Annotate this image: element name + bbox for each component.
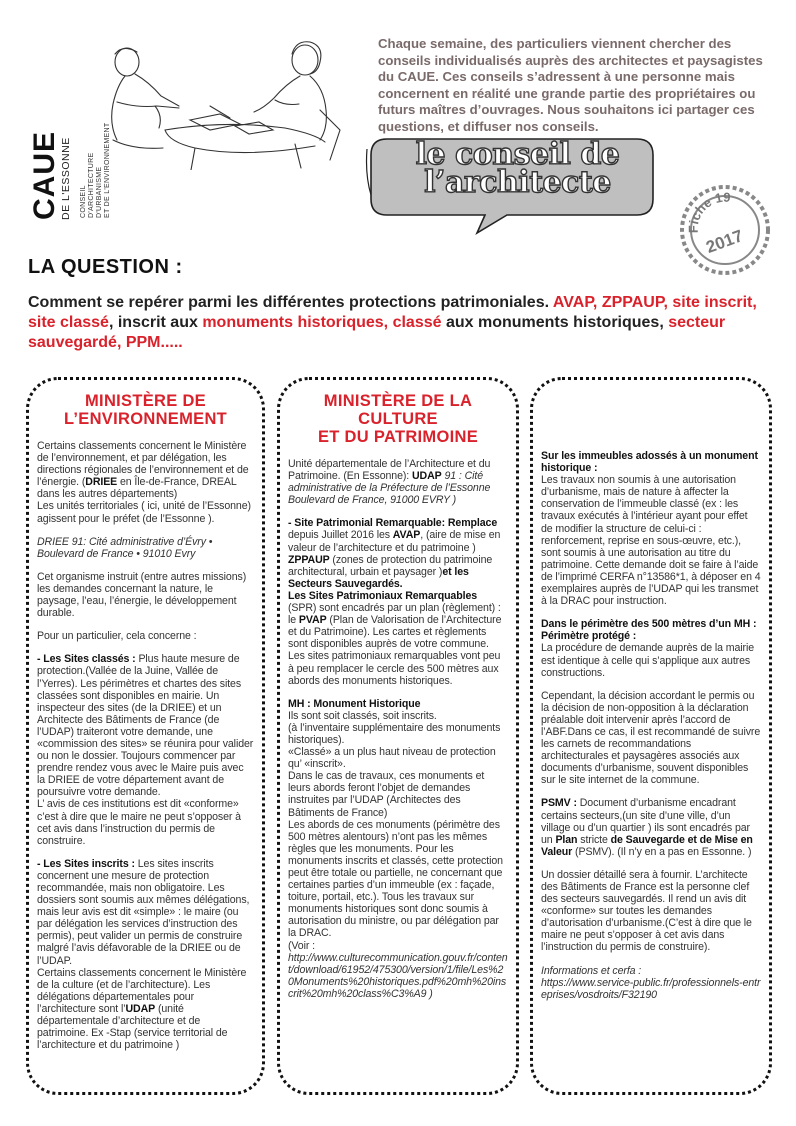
column-title: MINISTÈRE DE L’ENVIRONNEMENT: [63, 392, 228, 428]
info-link[interactable]: https://www.service-public.fr/professionnels-entreprises/vosdroits/F32190: [541, 976, 761, 1001]
paragraph: PSMV : Document d’urbanisme encadrant certains secteurs,(un site d’une ville, d’un village ou d’un quartier ) ils sont encadrés par un Plan stricte de Sauvegarde et de Mise en Valeur (PSMV). (Il n’y en a pas en Essonne. ): [541, 797, 753, 858]
svg-text:Fiche 19: Fiche 19: [685, 189, 731, 234]
column-title: MINISTÈRE DE LA CULTURE ET DU PATRIMOINE: [317, 392, 479, 446]
header: [0, 0, 796, 257]
paragraph: Sur les immeubles adossés à un monument historique : Les travaux non soumis à une autorisation d’urbanisme, mais de nature à affecter la conservation de l’immeuble classé (ex : les travaux exécutés à l’intérieur ayant pour effet de modifier la structure de celui-ci : renforcement, reprise en sous-œuvre, etc.), sont soumis à une autorisation au titre du patrimoine. Cette demande doit se faire à l’aide de l’imprimé CERFA n°13586*1, à déposer en 4 exemplaires auprès de l’UDAP qui les transmet à la DRAC pour instruction.: [541, 450, 761, 608]
paragraph: Unité départementale de l’Architecture et du Patrimoine. (En Essonne): UDAP 91 : Cité administrative de la Préfecture de l’Essonne Boulevard de France, 91000 EVRY ): [288, 458, 491, 507]
caue-word: CAUE: [28, 130, 61, 220]
paragraph: Dans le périmètre des 500 mètres d’un MH : Périmètre protégé : La procédure de demande auprès de la mairie est identique à celle qui s’applique aux autres constructions.: [541, 618, 757, 679]
column-environnement: [26, 377, 265, 1095]
paragraph: Informations et cerfa : https://www.service-public.fr/professionnels-entreprises/vosdroits/F32190: [541, 964, 761, 1001]
paragraph: MH : Monument Historique Ils sont soit classés, soit inscrits. (à l’inventaire supplémentaire des monuments historiques). «Classé» a un plus haut niveau de protection qu’ «inscrit». Dans le cas de travaux, ces monuments et leurs abords feront l’objet de demandes instruites par l’UDAP (Architectes des Bâtiments de France) Les abords de ces monuments (périmètre des 500 mètres alentours) n’ont pas les mêmes règles que les monuments. Pour les monuments inscrits et classés, cette protection peut être totale ou partielle, ne concernant que certaines parties d’un immeuble (ex : façade, toiture, portail, etc.). Tous les travaux sur monuments historiques sont donc soumis à autorisation du ministre, ou par délégation par la DRAC. (Voir : http://www.culturecommunication.gouv.fr/content/download/61952/475300/version/1/file/Les%20Monuments%20historiques.pdf%20mh%20inscrit%20mh%20class%C3%A9 ): [288, 697, 508, 1000]
paragraph: Cet organisme instruit (entre autres missions) les demandes concernant la nature, le paysage, l’eau, l’énergie, le développement durable.: [37, 570, 247, 620]
caue-description: CONSEIL D'ARCHITECTURE D'URBANISME ET DE L'ENVIRONNEMENT: [80, 122, 111, 218]
consultation-illustration: [95, 40, 355, 170]
column-culture: [277, 377, 519, 1095]
svg-text:2017: 2017: [703, 226, 746, 257]
paragraph: Un dossier détaillé sera à fournir. L’architecte des Bâtiments de France est la personne clef des secteurs sauvegardés. Il rend un avis dit «conforme» sur toutes les demandes d’autorisation d’urbanisme.(C’est à dire que le maire ne peut s’opposer à cet avis dans l’instruction du permis de construire).: [541, 868, 752, 954]
paragraph: - Site Patrimonial Remarquable: Remplace depuis Juillet 2016 les AVAP, (aire de mise en valeur de l’architecture et du patrimoine ) ZPPAUP (zones de protection du patrimoine architectural, urbain et paysager )et les Secteurs Sauvegardés. Les Sites Patrimoniaux Remarquables (SPR) sont encadrés par un plan (règlement) : le PVAP (Plan de Valorisation de l’Architecture et du Patrimoine). Les cartes et règlements sont disponibles auprès de votre commune. Les sites patrimoniaux remarquables vont peu à peu remplacer le cercle des 500 mètres aux abords des monuments historiques.: [288, 517, 502, 687]
column-monuments: [530, 377, 772, 1095]
paragraph: - Les Sites classés : Plus haute mesure de protection.(Vallée de la Juine, Vallée de l’Yerres). Les périmètres et chartes des sites classées sont disponibles en mairie. Un inspecteur des sites (de la DRIEE) et un Architecte des Bâtiments de France (de l’UDAP) traiteront votre demande, une «commission des sites» se réunira pour valider ou non le dossier. Toujours commencer par prendre rendez vous avec le Maire puis avec la DRIEE de votre département avant de poursuivre votre demande. L’ avis de ces institutions est dit «conforme» c’est à dire que le maire ne peut s’opposer à cet avis dans l’instruction du permis de construire.: [37, 653, 254, 847]
banner: [365, 135, 660, 235]
paragraph: Pour un particulier, cela concerne :: [37, 630, 197, 643]
paragraph: Certains classements concernent le Ministère de l’environnement, et par délégation, les directions régionales de l’environnement et de l’énergie. (DRIEE en Île-de-France, DREAL dans les autres départements) Les unités territoriales ( ici, unité de l’Essonne) agissent pour le préfet (de l’Essonne ).: [37, 440, 251, 525]
question-body: Comment se repérer parmi les différentes protections patrimoniales. AVAP, ZPPAUP, site inscrit, site classé, inscrit aux monuments historiques, classé aux monuments historiques, secteur sauvegardé, PPM.....: [28, 294, 757, 351]
paragraph: DRIEE 91: Cité administrative d’Évry • Boulevard de France • 91010 Evry: [37, 535, 213, 560]
question-title: LA QUESTION :: [28, 256, 183, 278]
paragraph: Cependant, la décision accordant le permis ou la décision de non-opposition à la déclaration préalable doit intervenir après l’accord de l’ABF.Dans ce cas, il est recommandé de suivre les carnets de recommandations architecturales et paysagères associés aux documents d’urbanisme, souvent disponibles sur le site internet de la commune.: [541, 689, 761, 787]
intro-text: Chaque semaine, des particuliers viennent chercher des conseils individualisés auprès des architectes et paysagistes du CAUE. Ces conseils s’adressent à une personne mais concernent en réalité une grande partie des propriétaires ou futurs maîtres d’ouvrages. Nous souhaitons ici partager ces questions, et diffuser nos conseils.: [378, 36, 763, 134]
paragraph: - Les Sites inscrits : Les sites inscrits concernent une mesure de protection recommandée, mais non obligatoire. Les dossiers sont soumis aux mêmes délégations, mais leur avis est dit «simple» : le maire (ou par délégation les services d’instruction des permis), peut valider un permis de construire malgré l’avis défavorable de la DRIEE ou de l’UDAP. Certains classements concernent le Ministère de la culture (et de l’architecture). Les délégations départementales pour l’architecture sont l’UDAP (unité départementale d’architecture et de patrimoine. Ex -Stap (service territorial de l’architecture et du patrimoine ): [37, 857, 250, 1052]
fiche-stamp-icon: [680, 185, 770, 275]
caue-subtitle: DE L'ESSONNE: [60, 137, 72, 220]
caue-logo: [28, 30, 111, 220]
banner-title: le conseil de l’architecte: [415, 137, 620, 200]
